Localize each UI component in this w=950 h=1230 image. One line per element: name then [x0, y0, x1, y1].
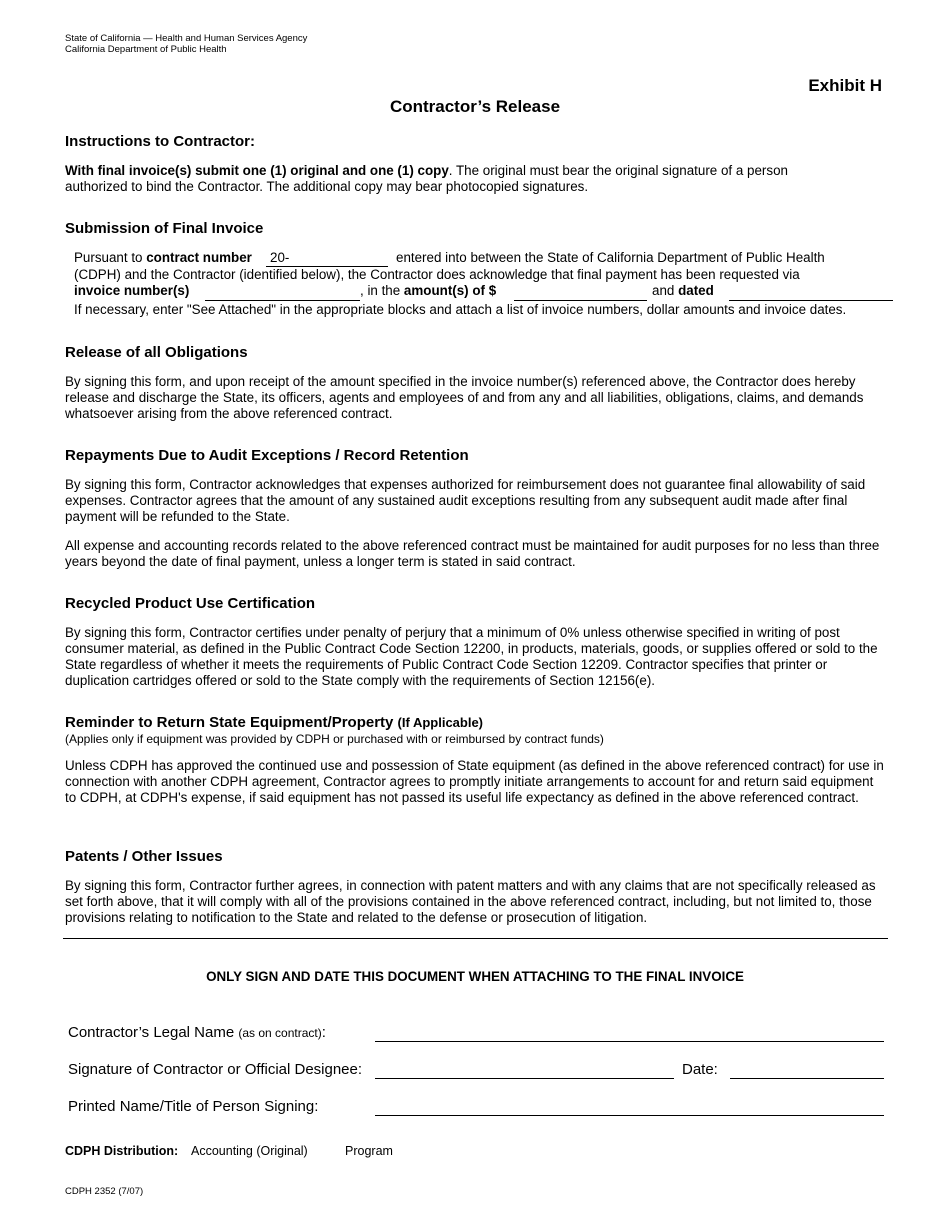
entered-text: entered into between the State of California Department of Public Health [396, 250, 825, 265]
contract-prefix: 20- [270, 250, 290, 265]
amount-label [360, 283, 496, 298]
distribution-program: Program [345, 1144, 393, 1158]
signature-field[interactable] [375, 1078, 674, 1079]
date-field[interactable] [730, 1078, 884, 1079]
sign-notice: ONLY SIGN AND DATE THIS DOCUMENT WHEN ATTACHING TO THE FINAL INVOICE [206, 969, 744, 984]
legal-name-field[interactable] [375, 1041, 884, 1042]
submission-line-2: (CDPH) and the Contractor (identified below), the Contractor does acknowledge that final payment has been requested via [74, 267, 800, 282]
patents-text: By signing this form, Contractor further agrees, in connection with patent matters and with any claims that are not specifically released as set forth above, that it will comply with all of the provisions contained in the above referenced contract, including, but not limited to, those provisions relating to notification to the State and related to the defense or prosecution of litigation. [65, 878, 876, 925]
signature-label: Signature of Contractor or Official Designee: [68, 1061, 363, 1078]
printed-name-field[interactable] [375, 1115, 884, 1116]
dated-label [652, 283, 714, 298]
pursuant-text: Pursuant to [74, 250, 147, 265]
submission-line-1 [74, 250, 252, 265]
legal-name-small: (as on contract) [238, 1026, 322, 1040]
submission-note: If necessary, enter "See Attached" in the appropriate blocks and attach a list of invoice numbers, dollar amounts and invoice dates. [74, 302, 847, 317]
invoice-number-label [74, 283, 189, 298]
repayments-heading: Repayments Due to Audit Exceptions / Record Retention [65, 447, 469, 464]
amount-label-text: amount(s) of $ [403, 283, 497, 298]
equipment-subnote: (Applies only if equipment was provided by CDPH or purchased with or reimbursed by contract funds) [65, 732, 604, 746]
repayments-text-2: All expense and accounting records related to the above referenced contract must be maintained for audit purposes for no less than three years beyond the date of final payment, unless a longer term is stated in said contract. [65, 538, 880, 569]
equipment-heading [65, 714, 483, 731]
distribution-label: CDPH Distribution: [65, 1144, 179, 1158]
equipment-heading-text: Reminder to Return State Equipment/Property [65, 714, 394, 731]
release-heading: Release of all Obligations [65, 344, 248, 361]
printed-name-label: Printed Name/Title of Person Signing: [68, 1098, 319, 1115]
agency-header [65, 33, 307, 55]
contract-number-label: contract number [146, 250, 252, 265]
legal-name-label [68, 1024, 326, 1041]
in-the-text: , in the [360, 283, 404, 298]
dated-field[interactable] [729, 300, 893, 301]
legal-name-colon: : [321, 1024, 326, 1041]
equipment-heading-small: (If Applicable) [397, 715, 484, 730]
distribution-accounting: Accounting (Original) [191, 1144, 308, 1158]
date-label: Date: [682, 1061, 718, 1078]
repayments-text-1: By signing this form, Contractor acknowledges that expenses authorized for reimbursement does not guarantee final allowability of said expenses. Contractor agrees that the amount of any sustained audit exceptions resulting from any subsequent audit made after final payment will be refunded to the State. [65, 477, 866, 524]
legal-name-text: Contractor’s Legal Name [68, 1024, 235, 1041]
agency-line-1: State of California — Health and Human Services Agency [65, 33, 308, 44]
divider [63, 938, 888, 939]
patents-heading: Patents / Other Issues [65, 848, 223, 865]
instructions-bold: With final invoice(s) submit one (1) original and one (1) copy [65, 163, 449, 178]
and-text: and [652, 283, 679, 298]
form-number: CDPH 2352 (7/07) [65, 1186, 144, 1197]
invoice-number-field[interactable] [205, 300, 360, 301]
page-title: Contractor’s Release [389, 97, 561, 116]
instructions-heading: Instructions to Contractor: [65, 133, 255, 150]
instructions-line-2: authorized to bind the Contractor. The additional copy may bear photocopied signatures. [65, 179, 589, 194]
exhibit-label: Exhibit H [808, 76, 882, 95]
release-text: By signing this form, and upon receipt of the amount specified in the invoice number(s) referenced above, the Contractor does hereby release and discharge the State, its officers, agents and employees of and from any and all liabilities, obligations, claims, and demands whatsoever arising from the above referenced contract. [65, 374, 864, 421]
invoice-label-text: invoice number(s) [74, 283, 190, 298]
recycled-heading: Recycled Product Use Certification [65, 595, 316, 612]
dated-label-text: dated [678, 283, 714, 298]
instructions-text [65, 163, 887, 195]
amount-field[interactable] [514, 300, 647, 301]
agency-line-2: California Department of Public Health [65, 44, 227, 55]
equipment-text: Unless CDPH has approved the continued use and possession of State equipment (as defined in the above referenced contract) for use in connection with another CDPH agreement, Contractor agrees to promptly initiate arrangements to account for and return said equipment to CDPH, at CDPH's expense, if said equipment has not passed its useful life expectancy as defined in the above referenced contract. [65, 758, 884, 805]
recycled-text: By signing this form, Contractor certifies under penalty of perjury that a minimum of 0% unless otherwise specified in writing of post consumer material, as defined in the Public Contract Code Section 12200, in products, materials, goods, or supplies offered or sold to the State regardless of whether it meets the requirements of Public Contract Code Section 12209. Contractor specifies that printer or duplication cartridges offered or sold to the State comply with the requirements of Section 12156(e). [65, 625, 878, 688]
instructions-rest: . The original must bear the original signature of a person [448, 163, 788, 178]
submission-heading: Submission of Final Invoice [65, 220, 264, 237]
